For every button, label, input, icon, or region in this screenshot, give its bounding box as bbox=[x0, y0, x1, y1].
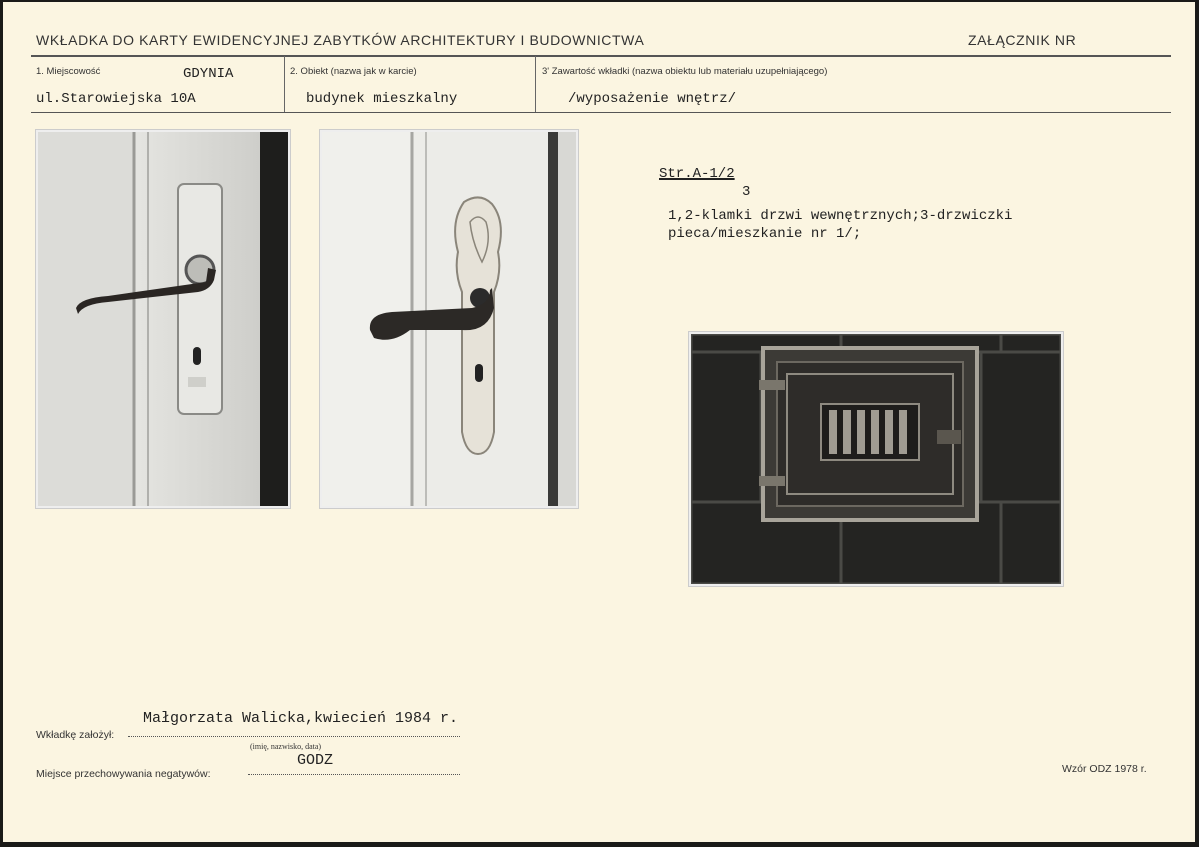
negatives-location-value: GODZ bbox=[297, 752, 334, 769]
annex-label: ZAŁĄCZNIK NR bbox=[968, 32, 1077, 48]
address-value: ul.Starowiejska 10A bbox=[36, 91, 196, 107]
field-divider-1 bbox=[284, 56, 285, 112]
prepared-by-value: Małgorzata Walicka,kwiecień 1984 r. bbox=[143, 710, 459, 727]
door-handle-1-image bbox=[38, 132, 288, 506]
form-title: WKŁADKA DO KARTY EWIDENCYJNEJ ZABYTKÓW ARCHITEKTURY I BUDOWNICTWA bbox=[36, 32, 645, 48]
locality-value: GDYNIA bbox=[183, 66, 234, 82]
header-rule-top bbox=[31, 55, 1171, 57]
object-value: budynek mieszkalny bbox=[306, 91, 458, 107]
locality-label: 1. Miejscowość bbox=[36, 66, 101, 77]
stove-door-image bbox=[691, 334, 1061, 584]
header-rule-bottom bbox=[31, 112, 1171, 113]
object-label: 2. Obiekt (nazwa jak w karcie) bbox=[290, 66, 417, 77]
prepared-by-line bbox=[128, 736, 460, 737]
negatives-location-line bbox=[248, 774, 460, 775]
description-line-2: pieca/mieszkanie nr 1/; bbox=[668, 226, 862, 242]
form-template-id: Wzór ODZ 1978 r. bbox=[1062, 763, 1147, 775]
prepared-by-label: Wkładkę założył: bbox=[36, 729, 115, 741]
prepared-by-caption: (imię, nazwisko, data) bbox=[250, 742, 322, 751]
page-reference: Str.A-1/2 bbox=[659, 166, 735, 182]
page-reference-sub: 3 bbox=[742, 184, 751, 200]
inventory-sheet bbox=[3, 2, 1195, 842]
field-divider-2 bbox=[535, 56, 536, 112]
photo-stove-door bbox=[689, 332, 1063, 586]
content-value: /wyposażenie wnętrz/ bbox=[568, 91, 737, 107]
negatives-location-label: Miejsce przechowywania negatywów: bbox=[36, 768, 211, 780]
description-line-1: 1,2-klamki drzwi wewnętrznych;3-drzwiczki bbox=[668, 208, 1013, 224]
photo-door-handle-1 bbox=[36, 130, 290, 508]
door-handle-2-image bbox=[322, 132, 576, 506]
photo-door-handle-2 bbox=[320, 130, 578, 508]
content-label: 3' Zawartość wkładki (nazwa obiektu lub materiału uzupełniającego) bbox=[542, 66, 828, 77]
